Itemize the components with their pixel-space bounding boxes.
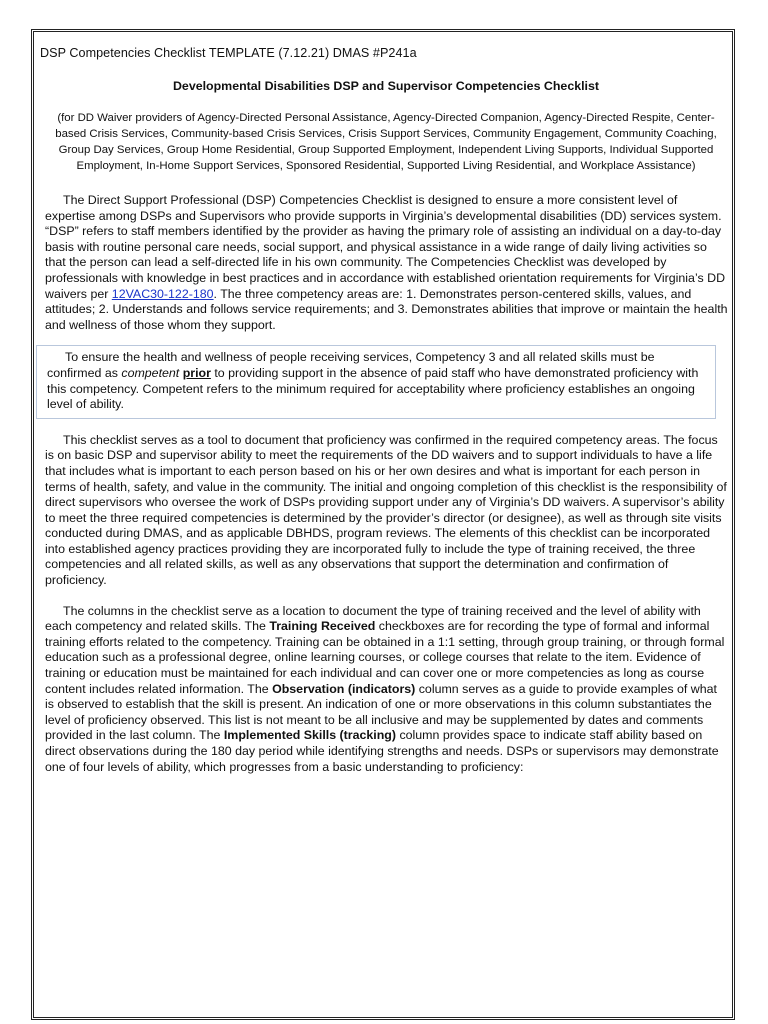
prior-emphasis: prior bbox=[182, 365, 211, 380]
observation-indicators-term: Observation (indicators) bbox=[272, 681, 416, 696]
callout-text-end: to providing support in the absence of paid staff who have demonstrated proficiency with this competency. Competent refers to the minimum required for acceptability where proficiency establishes an ongoing level of ability. bbox=[47, 365, 699, 412]
template-header: DSP Competencies Checklist TEMPLATE (7.12.21) DMAS #P241a bbox=[40, 46, 417, 60]
training-received-term: Training Received bbox=[269, 619, 376, 634]
columns-paragraph bbox=[40, 604, 732, 776]
columns-text-4: column provides space to indicate staff ability based on direct observations during the 180 day period while identifying strengths and needs. DSPs or supervisors may demonstrate one of four levels of ability, which progresses from a basic understanding to proficiency: bbox=[45, 728, 719, 774]
competent-emphasis: competent bbox=[121, 365, 180, 380]
implemented-skills-term: Implemented Skills (tracking) bbox=[223, 728, 396, 743]
intro-text-end: . The three competency areas are: 1. Demonstrates person-centered skills, values, and attitudes; 2. Understands and follows service requirements; and 3. Demonstrates abilities that improve or maintain the health and wellness of those whom they support. bbox=[45, 286, 728, 332]
document-title: Developmental Disabilities DSP and Supervisor Competencies Checklist bbox=[172, 79, 599, 93]
intro-text-start: The Direct Support Professional (DSP) Competencies Checklist is designed to ensure a more consistent level of expertise among DSPs and Supervisors who provide supports in Virginia’s developmental disabilities (DD) services system. “DSP” refers to staff members identified by the provider as having the primary role of assisting an individual on a day-to-day basis with routine personal care needs, social support, and physical assistance in a wide range of daily living activities so that the person can lead a self-directed life in his own community. The Competencies Checklist was developed by professionals with knowledge in best practices and in accordance with established orientation requirements for Virginia’s DD waivers per bbox=[45, 193, 726, 301]
checklist-purpose-paragraph: This checklist serves as a tool to document that proficiency was confirmed in the required competency areas. The focus is on basic DSP and supervisor ability to meet the requirements of the DD waivers and to support individuals to have a life that includes what is important to each person based on his or her own desires and what is important for each person in terms of health, safety, and value in the community. The initial and ongoing completion of this checklist is the responsibility of direct supervisors who oversee the work of DSPs providing support under any of Virginia’s DD waivers. A supervisor’s ability to meet the three required competencies is determined by the provider’s director (or designee), as well as through site visits conducted during DMAS, and as applicable DBHDS, program reviews. The elements of this checklist can be incorporated into established agency practices providing they are incorporated fully to include the type of training received, the three competencies and all related skills, as well as any observations that support the determination and confirmation of proficiency. bbox=[45, 432, 727, 588]
document-body bbox=[40, 46, 732, 775]
callout-text-start: To ensure the health and wellness of people receiving services, Competency 3 and all related skills must be confirmed as bbox=[47, 350, 655, 380]
columns-text-1: The columns in the checklist serve as a location to document the type of training received and the level of ability with each competency and related skills. The bbox=[45, 603, 701, 634]
columns-text-2: checkboxes are for recording the type of formal and informal training efforts related to the competency. Training can be obtained in a 1:1 setting, through group training, or through formal education such as a professional degree, online learning courses, or college courses that relate to the item. Evidence of training or education must be maintained for each individual and can cover one or more competencies as long as course content includes related information. The bbox=[45, 619, 725, 696]
columns-text-3: column serves as a guide to provide examples of what is observed to establish that the skill is present. An indication of one or more observations in this column substantiates the level of proficiency observed. This list is not meant to be all inclusive and may be supplemented by dates and comments provided in the last column. The bbox=[45, 681, 717, 743]
intro-paragraph bbox=[40, 193, 732, 333]
providers-note: (for DD Waiver providers of Agency-Directed Personal Assistance, Agency-Directed Companion, Agency-Directed Respite, Center-based Crisis Services, Community-based Crisis Services, Crisis Support Services, Community Engagement, Community Coaching, Group Day Services, Group Home Residential, Group Supported Employment, Independent Living Supports, Individual Supported Employment, In-Home Support Services, Sponsored Residential, Supported Living Residential, and Workplace Assistance) bbox=[55, 112, 717, 172]
callout-paragraph bbox=[42, 350, 711, 412]
regulation-link[interactable]: 12VAC30-122-180 bbox=[111, 286, 214, 301]
health-wellness-callout bbox=[36, 345, 716, 418]
